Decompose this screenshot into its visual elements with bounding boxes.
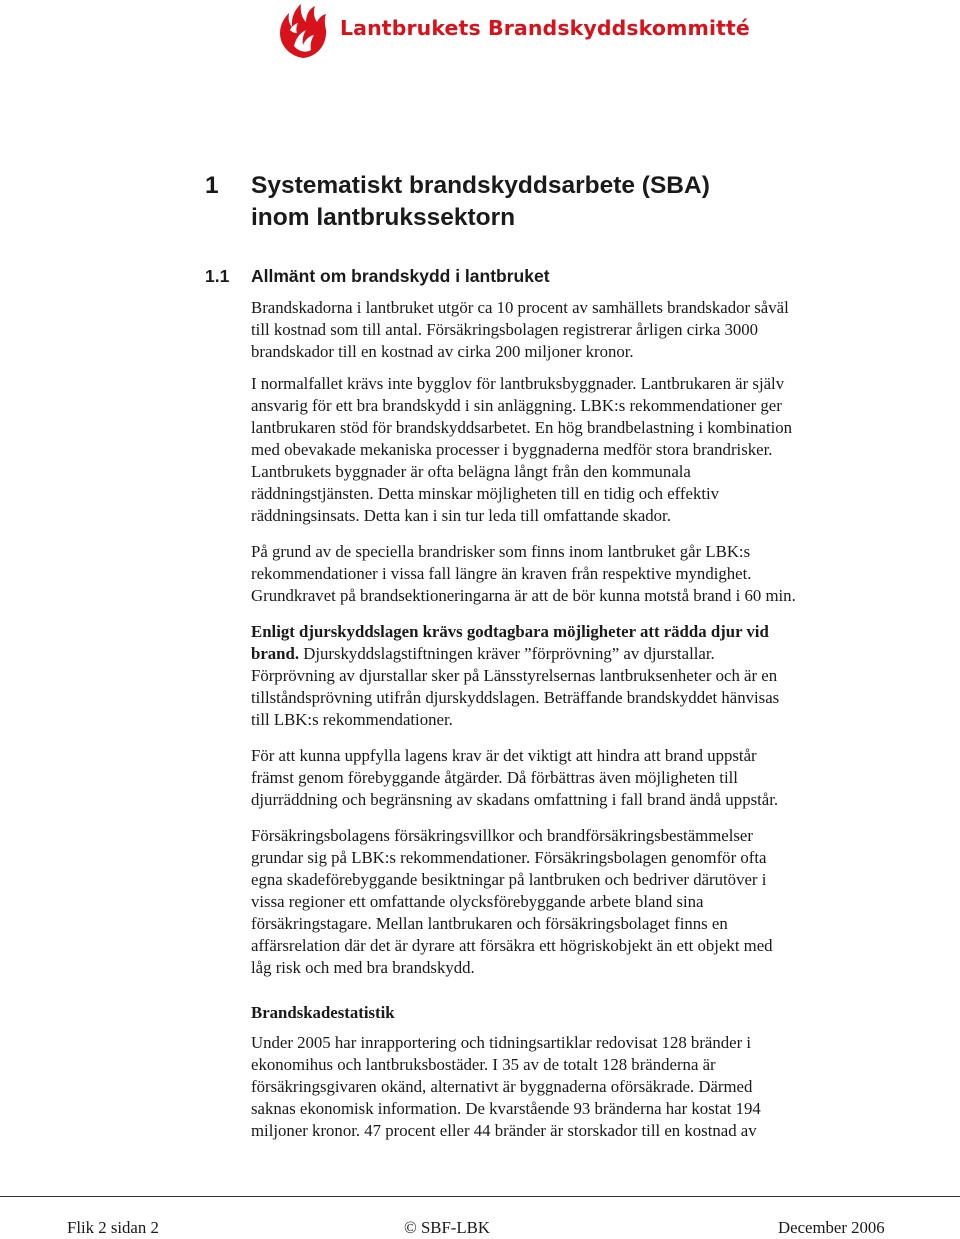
subsection-paragraph: Under 2005 har inrapportering och tidningsartiklar redovisat 128 bränder i ekonomihus och lantbruksbostäder. I 35 av de totalt 128 bränderna är försäkringsgivaren okänd, alternativt är byggnaderna oförsäkrade. Därmed saknas ekonomisk information. De kvarstående 93 bränderna har kostat 194 miljoner kronor. 47 procent eller 44 bränder är storskador till en kostnad av [251,1033,761,1140]
footer-page: Flik 2 sidan 2 [67,1218,159,1237]
chapter-title-line1: Systematiskt brandskyddsarbete (SBA) [251,172,710,199]
paragraph-3: På grund av de speciella brandrisker som finns inom lantbruket går LBK:s rekommendationer i vissa fall längre än kraven från respektive myndighet. Grundkravet på brandsektioneringarna är att de bör kunna motstå brand i 60 min. [251,542,796,605]
paragraph-4 [251,621,797,731]
paragraph-4-bold: Enligt djurskyddslagen krävs godtagbara möjligheter att rädda djur vid brand. [251,622,769,663]
paragraph-1: Brandskadorna i lantbruket utgör ca 10 procent av samhällets brandskador såväl till kostnad som till antal. Försäkringsbolagen registrerar årligen cirka 3000 brandskador till en kostnad av cirka 200 miljoner kronor. [251,298,789,361]
section-title: Allmänt om brandskydd i lantbruket [251,266,550,286]
footer-divider [0,1196,960,1197]
body-text [251,297,797,1156]
chapter-number: 1 [205,172,219,199]
org-name: Lantbrukets Brandskyddskommitté [340,16,750,40]
footer-copyright: © SBF-LBK [404,1218,490,1237]
section-number: 1.1 [205,266,230,286]
paragraph-2: I normalfallet krävs inte bygglov för lantbruksbyggnader. Lantbrukaren är själv ansvarig för ett bra brandskydd i sin anläggning. LBK:s rekommendationer ger lantbrukaren stöd för brandskyddsarbetet. En hög brandbelastning i kombination med obevakade mekaniska processer i byggnaderna medför stora brandrisker. Lantbrukets byggnader är ofta belägna långt från den kommunala räddningstjänsten. Detta minskar möjligheten till en tidig och effektiv räddningsinsats. Detta kan i sin tur leda till omfattande skador. [251,374,793,525]
paragraph-5: För att kunna uppfylla lagens krav är det viktigt att hindra att brand uppstår främst genom förebyggande åtgärder. Då förbättras även möjligheten till djurräddning och begränsning av skadans omfattning i fall brand ändå uppstår. [251,746,779,809]
flame-bird-logo-icon [272,0,334,60]
page-header [272,0,750,60]
subsection-title: Brandskadestatistik [251,1003,395,1022]
footer-date: December 2006 [778,1218,885,1237]
chapter-title-line2: inom lantbrukssektorn [251,204,516,231]
paragraph-4-rest: Djurskyddslagstiftningen kräver ”förprövning” av djurstallar. Förprövning av djurstallar sker på Länsstyrelsernas lantbruksenheter och är en tillståndsprövning utifrån djurskyddslagen. Beträffande brandskyddet hänvisas till LBK:s rekommendationer. [251,644,780,729]
chapter-title [251,170,710,234]
paragraph-6: Försäkringsbolagens försäkringsvillkor och brandförsäkringsbestämmelser grundar sig på LBK:s rekommendationer. Försäkringsbolagen genomför ofta egna skadeförebyggande besiktningar på lantbruken och bedriver därutöver i vissa regioner ett omfattande olycksförebyggande arbete bland sina försäkringstagare. Mellan lantbrukaren och försäkringsbolaget finns en affärsrelation där det är dyrare att försäkra ett högriskobjekt än ett objekt med låg risk och med bra brandskydd. [251,826,773,977]
